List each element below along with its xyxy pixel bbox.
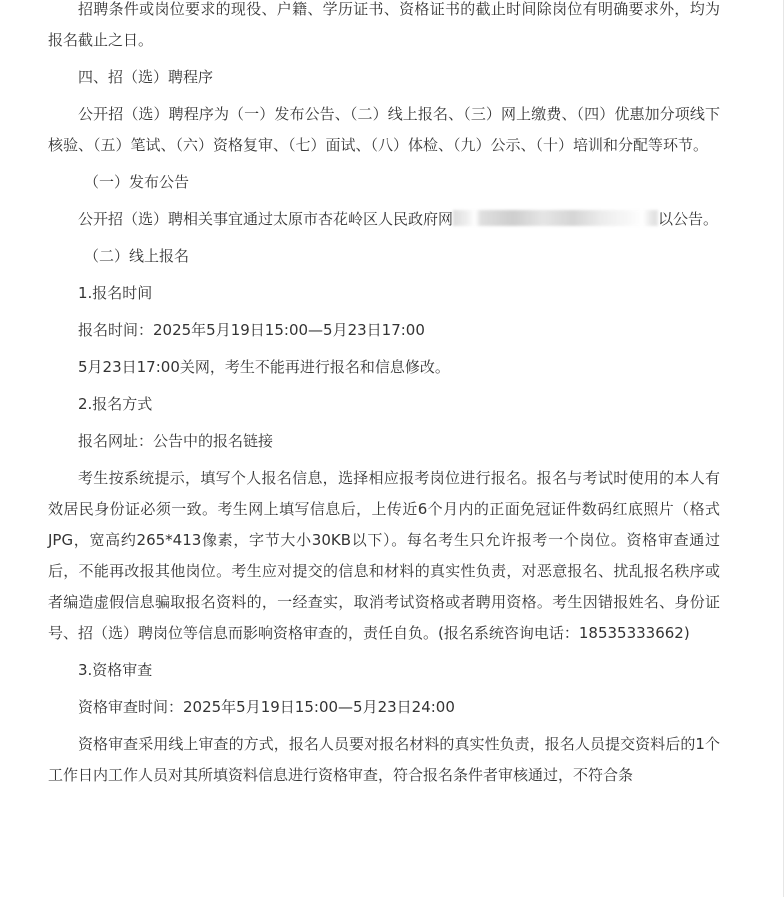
heading-registration-method: 2.报名方式 bbox=[78, 395, 153, 413]
heading-registration-time: 1.报名时间 bbox=[78, 284, 153, 302]
paragraph-registration-url: 报名网址：公告中的报名链接 bbox=[78, 432, 274, 450]
paragraph-review-method: 资格审查采用线上审查的方式，报名人员要对报名材料的真实性负责，报名人员提交资料后的1个工作日内工作人员对其所填资料信息进行资格审查，符合报名条件者审核通过，不符合条 bbox=[48, 735, 720, 784]
paragraph-deadline-note: 招聘条件或岗位要求的现役、户籍、学历证书、资格证书的截止时间除岗位有明确要求外，均为报名截止之日。 bbox=[48, 0, 720, 49]
redacted-website bbox=[453, 210, 658, 226]
announcement-text-after: 以公告。 bbox=[658, 210, 719, 228]
paragraph-registration-time: 报名时间：2025年5月19日15:00—5月23日17:00 bbox=[78, 321, 425, 339]
document-body bbox=[48, 0, 720, 797]
announcement-text-before: 公开招（选）聘相关事宜通过太原市杏花岭区人民政府网 bbox=[78, 210, 454, 228]
paragraph-procedure-steps: 公开招（选）聘程序为（一）发布公告、（二）线上报名、（三）网上缴费、（四）优惠加分项线下核验、（五）笔试、（六）资格复审、（七）面试、（八）体检、（九）公示、（十）培训和分配等环节。 bbox=[48, 105, 720, 154]
paragraph-announcement-channel bbox=[48, 204, 720, 235]
paragraph-review-time: 资格审查时间：2025年5月19日15:00—5月23日24:00 bbox=[78, 698, 455, 716]
subheading-publish-announcement: （一）发布公告 bbox=[84, 173, 190, 191]
heading-qualification-review: 3.资格审查 bbox=[78, 661, 153, 679]
subheading-online-registration: （二）线上报名 bbox=[84, 247, 190, 265]
paragraph-registration-close: 5月23日17:00关网，考生不能再进行报名和信息修改。 bbox=[78, 358, 450, 376]
paragraph-registration-instructions: 考生按系统提示，填写个人报名信息，选择相应报考岗位进行报名。报名与考试时使用的本人有效居民身份证必须一致。考生网上填写信息后，上传近6个月内的正面免冠证件数码红底照片（格式JPG，宽高约265*413像素，字节大小30KB以下）。每名考生只允许报考一个岗位。资格审查通过后，不能再改报其他岗位。考生应对提交的信息和材料的真实性负责，对恶意报名、扰乱报名秩序或者编造虚假信息骗取报名资料的，一经查实，取消考试资格或者聘用资格。考生因错报姓名、身份证号、招（选）聘岗位等信息而影响资格审查的，责任自负。(报名系统咨询电话：18535333662) bbox=[48, 469, 720, 642]
section-heading-procedure: 四、招（选）聘程序 bbox=[78, 68, 214, 86]
